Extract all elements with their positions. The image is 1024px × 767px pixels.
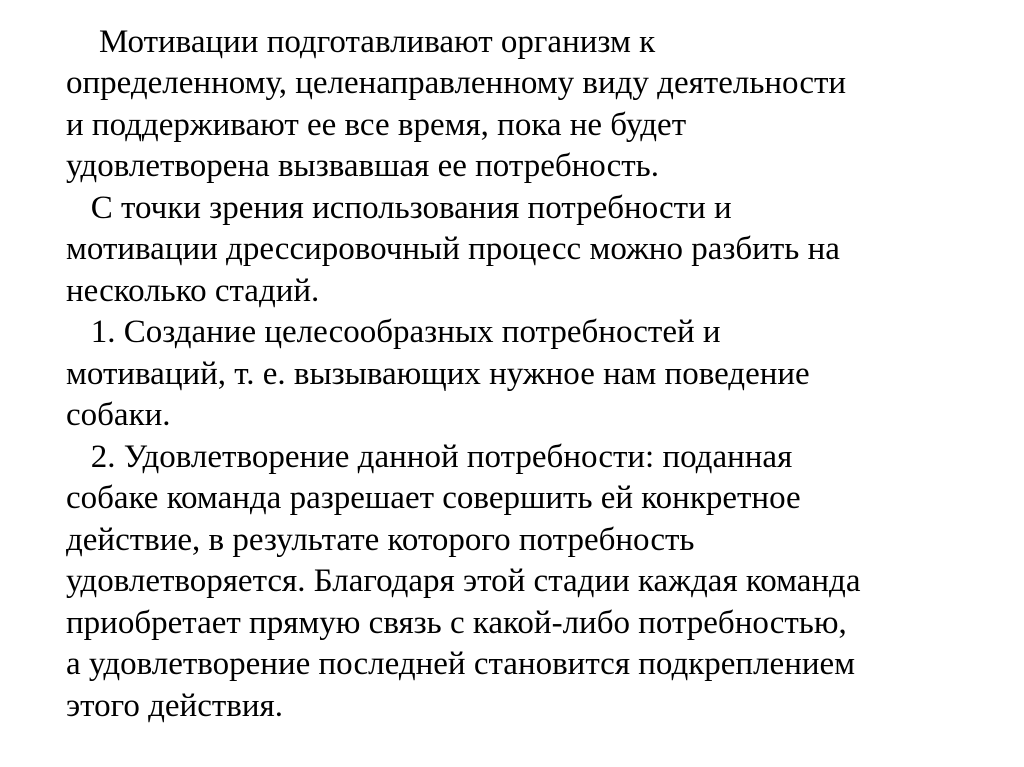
text-line: 2. Удовлетворение данной потребности: поданная (66, 439, 793, 475)
text-line: С точки зрения использования потребности и (66, 190, 732, 226)
text-line: действие, в результате которого потребность (66, 522, 695, 558)
text-line: 1. Создание целесообразных потребностей и (66, 314, 721, 350)
text-line: а удовлетворение последней становится подкреплением (66, 646, 856, 682)
text-line: и поддерживают ее все время, пока не будет (66, 107, 687, 143)
text-line: удовлетворена вызвавшая ее потребность. (66, 148, 659, 184)
text-line: Мотивации подготавливают организм к (66, 24, 656, 60)
text-line: мотивации дрессировочный процесс можно разбить на (66, 231, 840, 267)
text-line: собаке команда разрешает совершить ей конкретное (66, 480, 801, 516)
text-line: удовлетворяется. Благодаря этой стадии каждая команда (66, 563, 861, 599)
text-line: несколько стадий. (66, 273, 320, 309)
text-line: этого действия. (66, 688, 283, 724)
text-line: мотиваций, т. е. вызывающих нужное нам поведение (66, 356, 810, 392)
text-line: собаки. (66, 397, 171, 433)
text-line: приобретает прямую связь с какой-либо потребностью, (66, 605, 847, 641)
text-line: определенному, целенаправленному виду деятельности (66, 65, 847, 101)
